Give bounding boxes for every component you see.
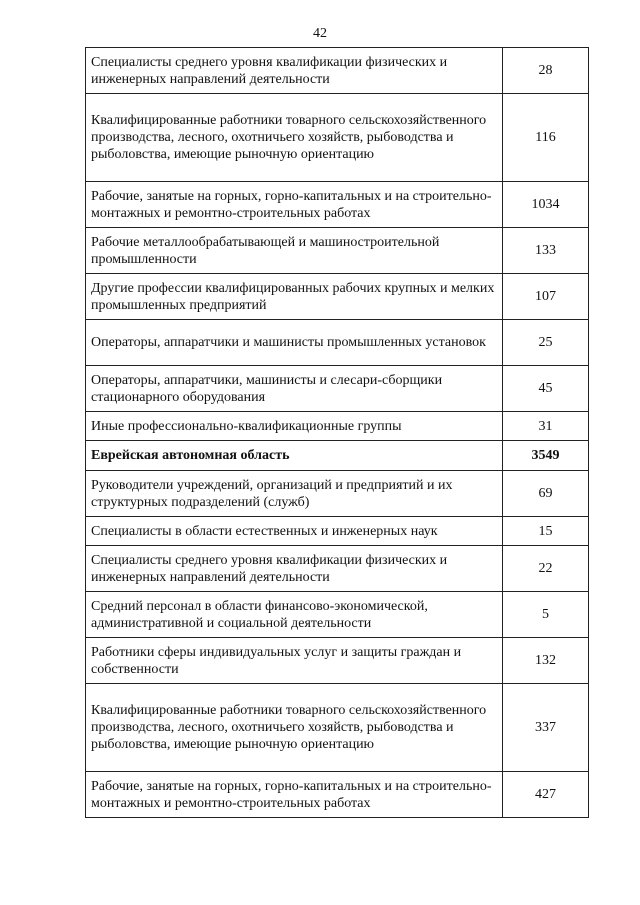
occupation-count: 3549 [503, 441, 589, 471]
occupation-count: 15 [503, 517, 589, 546]
occupations-table [85, 47, 589, 818]
occupation-count: 22 [503, 546, 589, 592]
table-row [86, 684, 589, 772]
table-row [86, 517, 589, 546]
table-body [86, 48, 589, 818]
occupation-count: 132 [503, 638, 589, 684]
table-row [86, 441, 589, 471]
table-row [86, 320, 589, 366]
table-row [86, 366, 589, 412]
occupation-count: 25 [503, 320, 589, 366]
table-row [86, 182, 589, 228]
occupation-name: Руководители учреждений, организаций и предприятий и их структурных подразделений (служб) [86, 471, 503, 517]
table-row [86, 94, 589, 182]
occupation-name: Специалисты среднего уровня квалификации физических и инженерных направлений деятельности [86, 48, 503, 94]
occupation-count: 31 [503, 412, 589, 441]
occupation-count: 5 [503, 592, 589, 638]
table-row [86, 274, 589, 320]
occupation-name: Квалифицированные работники товарного сельскохозяйственного производства, лесного, охотничьего хозяйств, рыбоводства и рыболовства, имеющие рыночную ориентацию [86, 684, 503, 772]
occupation-count: 1034 [503, 182, 589, 228]
occupation-name: Рабочие, занятые на горных, горно-капитальных и на строительно-монтажных и ремонтно-строительных работах [86, 772, 503, 818]
table-row [86, 48, 589, 94]
table-row [86, 471, 589, 517]
table-row [86, 546, 589, 592]
occupation-name: Еврейская автономная область [86, 441, 503, 471]
occupation-name: Рабочие металлообрабатывающей и машиностроительной промышленности [86, 228, 503, 274]
occupation-count: 45 [503, 366, 589, 412]
occupation-name: Операторы, аппаратчики, машинисты и слесари-сборщики стационарного оборудования [86, 366, 503, 412]
occupation-count: 337 [503, 684, 589, 772]
table-row [86, 412, 589, 441]
occupation-name: Рабочие, занятые на горных, горно-капитальных и на строительно-монтажных и ремонтно-строительных работах [86, 182, 503, 228]
occupation-name: Операторы, аппаратчики и машинисты промышленных установок [86, 320, 503, 366]
occupation-count: 427 [503, 772, 589, 818]
table-row [86, 772, 589, 818]
occupation-name: Средний персонал в области финансово-экономической, административной и социальной деятельности [86, 592, 503, 638]
occupation-name: Работники сферы индивидуальных услуг и защиты граждан и собственности [86, 638, 503, 684]
table-row [86, 592, 589, 638]
occupation-count: 107 [503, 274, 589, 320]
occupation-name: Специалисты среднего уровня квалификации физических и инженерных направлений деятельности [86, 546, 503, 592]
occupation-name: Другие профессии квалифицированных рабочих крупных и мелких промышленных предприятий [86, 274, 503, 320]
occupation-count: 28 [503, 48, 589, 94]
page-number: 42 [313, 26, 327, 41]
occupation-count: 69 [503, 471, 589, 517]
occupation-count: 116 [503, 94, 589, 182]
table-row [86, 638, 589, 684]
occupation-name: Иные профессионально-квалификационные группы [86, 412, 503, 441]
occupation-name: Специалисты в области естественных и инженерных наук [86, 517, 503, 546]
occupation-count: 133 [503, 228, 589, 274]
occupation-name: Квалифицированные работники товарного сельскохозяйственного производства, лесного, охотничьего хозяйств, рыбоводства и рыболовства, имеющие рыночную ориентацию [86, 94, 503, 182]
table-row [86, 228, 589, 274]
